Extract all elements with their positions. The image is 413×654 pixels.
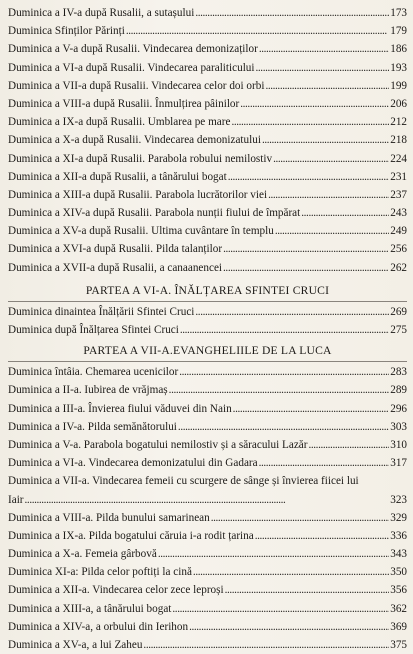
toc-leader-dots xyxy=(259,40,389,58)
toc-entry-page: 199 xyxy=(390,79,407,92)
toc-leader-dots xyxy=(265,77,389,95)
toc-leader-dots xyxy=(143,636,389,654)
toc-entry-page: 323 xyxy=(390,493,407,506)
toc-leader-dots xyxy=(179,363,389,381)
toc-entry-page: 283 xyxy=(390,366,407,379)
toc-entry-page: 224 xyxy=(390,152,407,165)
toc-leader-dots xyxy=(233,400,390,418)
toc-entry-title: Duminica a VIII-a după Rusalii. Înmulțirea pâinilor xyxy=(8,97,240,110)
toc-entry-page: 350 xyxy=(390,566,407,579)
toc-leader-dots xyxy=(211,509,389,527)
toc-leader-dots xyxy=(223,259,389,277)
toc-entry[interactable] xyxy=(8,563,407,581)
divider xyxy=(8,301,407,302)
toc-entry[interactable] xyxy=(8,527,407,545)
toc-entry-wrapped[interactable] xyxy=(8,472,407,508)
toc-entry[interactable] xyxy=(8,240,407,258)
toc-entry[interactable] xyxy=(8,581,407,599)
part-heading-vi: PARTEA A VI-A. ÎNĂLȚAREA SFINTEI CRUCI xyxy=(85,283,330,297)
toc-entry-title: Duminica a XIV-a după Rusalii. Parabola nunții fiului de împărat xyxy=(8,207,301,220)
toc-entry-page: 303 xyxy=(390,420,407,433)
toc-entry-title: Duminica după Înălțarea Sfintei Cruci xyxy=(8,324,179,336)
toc-entry-title: Duminica a XVII-a după Rusalii, a canaanencei xyxy=(8,261,223,274)
toc-leader-dots xyxy=(193,563,389,581)
toc-entry-title: Duminica Sfinților Părinți xyxy=(8,25,125,38)
toc-entry-title: Duminica a XIII-a, a tânărului bogat xyxy=(8,602,172,615)
part-heading-vii: PARTEA A VII-A.EVANGHELIILE DE LA LUCA xyxy=(83,344,332,358)
toc-entry-page: 317 xyxy=(390,457,407,470)
divider xyxy=(8,361,407,362)
toc-entry-page: 193 xyxy=(390,61,407,74)
toc-entry-page: 310 xyxy=(390,438,407,451)
toc-entry[interactable] xyxy=(8,113,407,131)
toc-leader-dots xyxy=(262,131,389,149)
toc-entry[interactable] xyxy=(8,40,407,58)
toc-leader-dots xyxy=(240,95,389,113)
toc-entry[interactable] xyxy=(8,418,407,436)
toc-entry[interactable] xyxy=(8,186,407,204)
toc-entry-title: Duminica a XV-a, a lui Zaheu xyxy=(8,639,143,651)
toc-leader-dots xyxy=(225,581,390,599)
toc-entry[interactable] xyxy=(8,400,407,418)
toc-entry-title: Duminica a XV-a după Rusalii. Ultima cuvântare în templu xyxy=(8,225,274,238)
toc-entry[interactable] xyxy=(8,77,407,95)
toc-entry-page: 356 xyxy=(390,584,407,597)
toc-entry-title: Duminica a II-a. Iubirea de vrăjmaș xyxy=(8,384,168,397)
toc-entry-page: 262 xyxy=(390,261,407,274)
toc-entry[interactable] xyxy=(8,150,407,168)
toc-entry-page: 296 xyxy=(390,402,407,415)
toc-leader-dots xyxy=(169,381,390,399)
toc-section-part-vii-cont xyxy=(8,509,407,654)
toc-entry-title: Duminica a IV-a după Rusalii, a sutașului xyxy=(8,7,195,19)
toc-leader-dots xyxy=(158,545,389,563)
toc-leader-dots xyxy=(301,204,389,222)
toc-entry-title: Duminica a X-a după Rusalii. Vindecarea demonizatului xyxy=(8,134,261,147)
toc-entry-page: 237 xyxy=(390,188,407,201)
toc-entry-page: 256 xyxy=(390,243,407,256)
toc-entry-title: Duminica a V-a. Parabola bogatului nemilostiv și a săracului Lazăr xyxy=(8,438,308,451)
toc-leader-dots xyxy=(195,303,389,321)
toc-entry-title: Duminica a IX-a. Pilda bogatului căruia i-a rodit țarina xyxy=(8,529,254,542)
toc-entry-title: Duminica a VI-a. Vindecarea demonizatului din Gadara xyxy=(8,457,258,470)
toc-entry-line2 xyxy=(8,491,407,509)
toc-entry-page: 173 xyxy=(390,7,407,19)
toc-entry[interactable] xyxy=(8,509,407,527)
toc-entry[interactable] xyxy=(8,168,407,186)
toc-entry-title: Duminica a X-a. Femeia gârbovă xyxy=(8,548,157,561)
toc-leader-dots xyxy=(256,59,390,77)
toc-entry[interactable] xyxy=(8,204,407,222)
toc-entry[interactable] xyxy=(8,95,407,113)
toc-entry[interactable] xyxy=(8,454,407,472)
toc-entry-title: Duminica a XIII-a după Rusalii. Parabola lucrătorilor viei xyxy=(8,188,268,201)
toc-entry[interactable] xyxy=(8,303,407,321)
toc-entry-title: Duminica dinaintea Înălțării Sfintei Cruci xyxy=(8,305,195,318)
toc-entry-title: Duminica a XI-a după Rusalii. Parabola robului nemilostiv xyxy=(8,152,273,165)
toc-leader-dots xyxy=(178,418,389,436)
toc-leader-dots xyxy=(273,150,389,168)
toc-entry-page: 186 xyxy=(390,43,407,56)
toc-entry-page: 249 xyxy=(390,225,407,238)
toc-entry-page: 218 xyxy=(390,134,407,147)
toc-entry-title: Duminica a XII-a după Rusalii, a tânărului bogat xyxy=(8,170,227,183)
toc-leader-dots xyxy=(309,436,390,454)
toc-leader-dots xyxy=(228,168,390,186)
toc-entry-page: 212 xyxy=(390,116,407,129)
toc-entry-page: 275 xyxy=(390,324,407,336)
toc-entry-title: Duminica a XVI-a după Rusalii. Pilda talanților xyxy=(8,243,223,256)
toc-entry[interactable] xyxy=(8,363,407,381)
toc-leader-dots xyxy=(172,600,389,618)
toc-section-part-vi xyxy=(8,303,407,339)
toc-entry[interactable] xyxy=(8,600,407,618)
toc-entry[interactable] xyxy=(8,436,407,454)
toc-entry-page: 362 xyxy=(390,602,407,615)
toc-leader-dots xyxy=(275,222,389,240)
toc-leader-dots xyxy=(180,321,389,339)
toc-entry-title: Duminica a VIII-a. Pilda bunului samarinean xyxy=(8,511,210,524)
toc-leader-dots xyxy=(255,527,389,545)
toc-entry-title: Duminica a IX-a după Rusalii. Umblarea pe mare xyxy=(8,116,231,129)
toc-entry[interactable] xyxy=(8,131,407,149)
toc-section-part-vii xyxy=(8,363,407,472)
toc-entry-title: Duminica a VII-a după Rusalii. Vindecarea celor doi orbi xyxy=(8,79,265,92)
toc-section-pentecost xyxy=(8,4,407,277)
toc-entry-title: Duminica a IV-a. Pilda semănătorului xyxy=(8,420,177,433)
toc-entry-title: Duminica a XII-a. Vindecarea celor zece leproși xyxy=(8,584,224,597)
toc-entry-title: Duminica a V-a după Rusalii. Vindecarea demonizaților xyxy=(8,43,258,56)
toc-leader-dots xyxy=(195,4,389,22)
toc-entry-page: 375 xyxy=(390,639,407,651)
toc-entry-page: 179 xyxy=(390,25,407,38)
toc-entry-page: 231 xyxy=(390,170,407,183)
toc-entry[interactable] xyxy=(8,4,407,22)
toc-entry[interactable] xyxy=(8,636,407,654)
toc-entry-page: 243 xyxy=(390,207,407,220)
toc-leader-dots xyxy=(223,240,389,258)
toc-entry[interactable] xyxy=(8,259,407,277)
toc-entry-title: Duminica a VI-a după Rusalii. Vindecarea paraliticului xyxy=(8,61,255,74)
toc-entry[interactable] xyxy=(8,222,407,240)
toc-entry-page: 269 xyxy=(390,305,407,318)
toc-entry-page: 289 xyxy=(390,384,407,397)
toc-entry-title: Duminica a XIV-a, a orbului din Ierihon xyxy=(8,620,189,633)
toc-entry-title-line2: Iair xyxy=(8,493,24,506)
toc-entry-page: 369 xyxy=(390,620,407,633)
toc-entry[interactable] xyxy=(8,381,407,399)
toc-entry-title: Duminica XI-a: Pilda celor poftiți la cină xyxy=(8,566,192,579)
toc-entry[interactable] xyxy=(8,545,407,563)
toc-entry-page: 206 xyxy=(390,97,407,110)
toc-entry[interactable] xyxy=(8,321,407,339)
toc-entry-title-line1: Duminica a VII-a. Vindecarea femeii cu scurgere de sânge și învierea fiicei lui xyxy=(8,475,359,488)
toc-entry[interactable] xyxy=(8,618,407,636)
toc-leader-dots xyxy=(189,618,389,636)
toc-leader-dots xyxy=(268,186,389,204)
toc-entry-page: 343 xyxy=(390,548,407,561)
toc-entry-page: 329 xyxy=(390,511,407,524)
toc-leader-dots xyxy=(259,454,390,472)
toc-entry[interactable] xyxy=(8,22,407,40)
toc-leader-dots xyxy=(126,22,389,40)
toc-entry-title: Duminica întâia. Chemarea ucenicilor xyxy=(8,366,179,379)
toc-leader-dots xyxy=(231,113,389,131)
toc-entry-page: 336 xyxy=(390,529,407,542)
toc-leader-dots xyxy=(25,491,390,509)
toc-entry[interactable] xyxy=(8,59,407,77)
toc-entry-title: Duminica a III-a. Învierea fiului văduvei din Nain xyxy=(8,402,232,415)
